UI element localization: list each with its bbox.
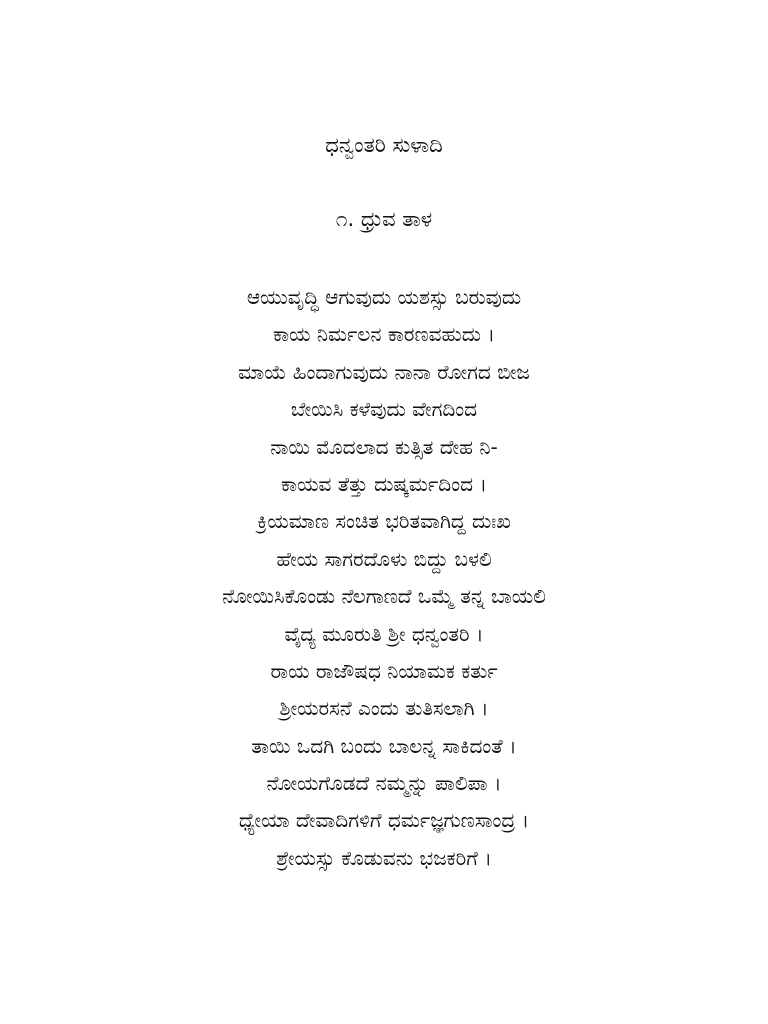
verse-line: ಮಾಯೆ ಹಿಂದಾಗುವುದು ನಾನಾ ರೋಗದ ಬೀಜ <box>238 359 530 384</box>
section-heading: ೧. ಧ್ರುವ ತಾಳ <box>335 207 433 231</box>
verse-line: ಆಯುವೃದ್ಧಿ ಆಗುವುದು ಯಶಸ್ಸು ಬರುವುದು <box>246 285 522 309</box>
verse-line: ಬೇಯಿಸಿ ಕಳೆವುದು ವೇಗದಿಂದ <box>290 397 478 422</box>
verse-line: ಕ್ರಿಯಮಾಣ ಸಂಚಿತ ಭರಿತವಾಗಿದ್ದ ದುಃಖ <box>257 509 511 534</box>
verse-line: ಶ್ರೇಯಸ್ಸು ಕೊಡುವನು ಭಜಕರಿಗೆ । <box>276 845 492 870</box>
verse-line: ನೋಯಗೊಡದೆ ನಮ್ಮನ್ನು ಪಾಲಿಪಾ । <box>266 771 502 796</box>
verse-line: ನಾಯಿ ಮೊದಲಾದ ಕುತ್ಸಿತ ದೇಹ ನಿ- <box>270 434 498 459</box>
verse-line: ಕಾಯವ ತೆತ್ತು ದುಷ್ಕರ್ಮದಿಂದ । <box>281 471 487 496</box>
verse-lines <box>0 282 768 880</box>
verse-line: ತಾಯಿ ಒದಗಿ ಬಂದು ಬಾಲನ್ನ ಸಾಕಿದಂತೆ । <box>251 733 517 758</box>
verse-line: ವೈದ್ಯ ಮೂರುತಿ ಶ್ರೀ ಧನ್ವಂತರಿ । <box>284 621 484 646</box>
verse-line: ಹೇಯ ಸಾಗರದೊಳು ಬಿದ್ದು ಬಳಲಿ <box>276 546 492 571</box>
verse-line: ಧ್ಯೇಯಾ ದೇವಾದಿಗಳಿಗೆ ಧರ್ಮಜ್ಞಗುಣಸಾಂದ್ರ । <box>238 808 530 833</box>
verse-line: ಶ್ರೀಯರಸನೆ ಎಂದು ತುತಿಸಲಾಗಿ । <box>279 696 489 721</box>
verse-line: ಕಾಯ ನಿರ್ಮಲನ ಕಾರಣವಹುದು । <box>273 322 495 347</box>
verse-line: ನೋಯಿಸಿಕೊಂಡು ನೆಲಗಾಣದೆ ಒಮ್ಮೆ ತನ್ನ ಬಾಯಲಿ <box>222 584 546 609</box>
document-title: ಧನ್ವಂತರಿ ಸುಳಾದಿ <box>325 133 443 157</box>
verse-line: ರಾಯ ರಾಜೌಷಧ ನಿಯಾಮಕ ಕರ್ತು <box>270 658 498 683</box>
